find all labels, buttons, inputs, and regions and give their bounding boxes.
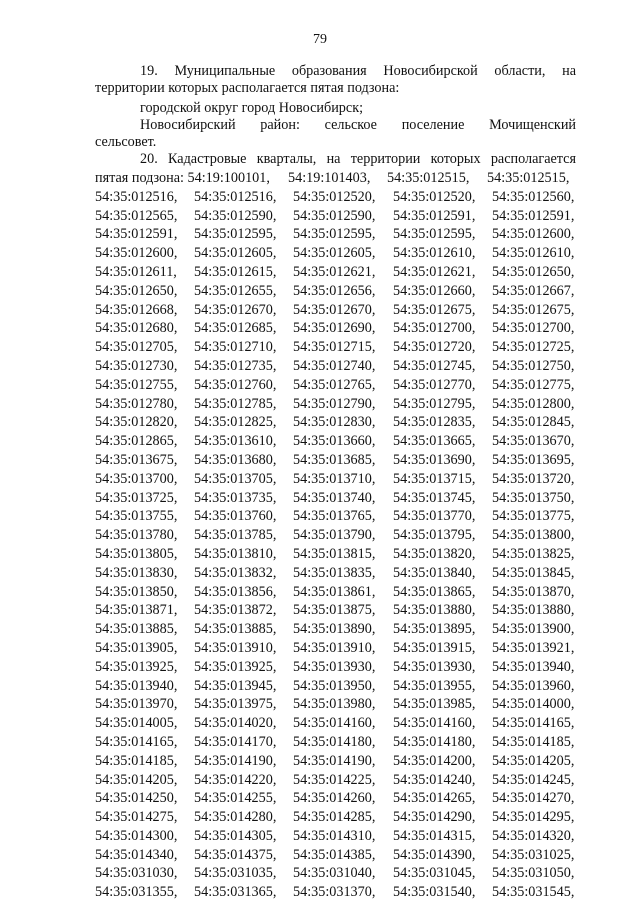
cadastral-number: 54:35:013725, bbox=[95, 489, 178, 506]
cadastral-number: 54:35:013805, bbox=[95, 545, 178, 562]
cadastral-number: 54:35:014180, bbox=[293, 733, 376, 750]
cadastral-number: 54:35:013885, bbox=[194, 621, 277, 638]
cadastral-number: 54:35:013715, bbox=[393, 470, 476, 487]
cadastral-number: 54:35:012615, bbox=[194, 263, 277, 280]
cadastral-number: 54:35:012605, bbox=[194, 245, 277, 262]
cadastral-number: 54:35:013795, bbox=[393, 527, 476, 544]
cadastral-number: 54:35:012670, bbox=[194, 301, 277, 318]
cadastral-number: 54:35:013760, bbox=[194, 508, 277, 525]
cadastral-number: 54:35:012520, bbox=[293, 188, 376, 205]
cadastral-number: 54:35:013925, bbox=[95, 658, 178, 675]
cadastral-number: 54:35:012655, bbox=[194, 282, 277, 299]
cadastral-number: 54:35:012700, bbox=[492, 320, 575, 337]
cadastral-number: 54:35:014160, bbox=[293, 715, 376, 732]
cadastral-number: 54:35:014245, bbox=[492, 771, 575, 788]
cadastral-number: 54:35:014290, bbox=[393, 809, 476, 826]
cadastral-number: 54:35:013872, bbox=[194, 602, 277, 619]
cadastral-number: пятая подзона: 54:19:100101, bbox=[95, 170, 270, 186]
cadastral-number: 54:35:014190, bbox=[194, 752, 277, 769]
cadastral-number: 54:35:014275, bbox=[95, 809, 178, 826]
cadastral-number: 54:35:012565, bbox=[95, 207, 178, 224]
cadastral-number: 54:35:012820, bbox=[95, 414, 178, 431]
cadastral-number: 54:35:014020, bbox=[194, 715, 277, 732]
cadastral-number: 54:35:013740, bbox=[293, 489, 376, 506]
cadastral-number: 54:35:012670, bbox=[293, 301, 376, 318]
cadastral-number: 54:35:014225, bbox=[293, 771, 376, 788]
cadastral-number: 54:35:013700, bbox=[95, 470, 178, 487]
cadastral-number: 54:35:014205, bbox=[492, 752, 575, 769]
cadastral-number: 54:35:014170, bbox=[194, 733, 277, 750]
cadastral-number: 54:35:014165, bbox=[492, 715, 575, 732]
cadastral-number: 54:35:013670, bbox=[492, 433, 575, 450]
cadastral-number: 54:35:012745, bbox=[393, 357, 476, 374]
cadastral-number: 54:35:013895, bbox=[393, 621, 476, 638]
cadastral-number: 54:35:013810, bbox=[194, 545, 277, 562]
cadastral-number: 54:35:013975, bbox=[194, 696, 277, 713]
cadastral-number: 54:35:013745, bbox=[393, 489, 476, 506]
cadastral-number: 54:35:013856, bbox=[194, 583, 277, 600]
cadastral-number: 54:35:014165, bbox=[95, 733, 178, 750]
cadastral-number: 54:35:014005, bbox=[95, 715, 178, 732]
cadastral-number: 54:35:031545, bbox=[492, 884, 575, 901]
cadastral-number: 54:35:012690, bbox=[293, 320, 376, 337]
cadastral-number: 54:35:031045, bbox=[393, 865, 476, 882]
cadastral-number: 54:35:014160, bbox=[393, 715, 476, 732]
cadastral-number: 54:35:031035, bbox=[194, 865, 277, 882]
cadastral-number: 54:35:014265, bbox=[393, 790, 476, 807]
cadastral-number: 54:35:012667, bbox=[492, 282, 575, 299]
cadastral-number: 54:35:012715, bbox=[293, 339, 376, 356]
cadastral-number: 54:35:014280, bbox=[194, 809, 277, 826]
cadastral-number: 54:35:014285, bbox=[293, 809, 376, 826]
cadastral-number: 54:35:013985, bbox=[393, 696, 476, 713]
cadastral-number: 54:35:012600, bbox=[492, 226, 575, 243]
cadastral-number: 54:35:012765, bbox=[293, 376, 376, 393]
cadastral-number: 54:35:012515, bbox=[387, 170, 470, 186]
cadastral-number: 54:35:012595, bbox=[293, 226, 376, 243]
cadastral-number: 54:35:013720, bbox=[492, 470, 575, 487]
cadastral-number: 54:35:013940, bbox=[492, 658, 575, 675]
cadastral-number: 54:35:014220, bbox=[194, 771, 277, 788]
cadastral-number: 54:35:014250, bbox=[95, 790, 178, 807]
cadastral-number: 54:35:013861, bbox=[293, 583, 376, 600]
cadastral-number: 54:35:013675, bbox=[95, 451, 178, 468]
item19-rural-settlement: Новосибирский район: сельское поселение Мочищенский bbox=[140, 117, 576, 133]
cadastral-quarters-list bbox=[95, 169, 580, 902]
cadastral-number: 54:35:012621, bbox=[293, 263, 376, 280]
cadastral-number: 54:35:013840, bbox=[393, 564, 476, 581]
cadastral-number: 54:35:012845, bbox=[492, 414, 575, 431]
cadastral-number: 54:35:014190, bbox=[293, 752, 376, 769]
cadastral-number: 54:35:014340, bbox=[95, 846, 178, 863]
cadastral-number: 54:35:012605, bbox=[293, 245, 376, 262]
cadastral-number: 54:35:012700, bbox=[393, 320, 476, 337]
cadastral-number: 54:35:014185, bbox=[95, 752, 178, 769]
cadastral-number: 54:35:031355, bbox=[95, 884, 178, 901]
cadastral-number: 54:35:012750, bbox=[492, 357, 575, 374]
cadastral-number: 54:35:012760, bbox=[194, 376, 277, 393]
cadastral-number: 54:35:012675, bbox=[492, 301, 575, 318]
cadastral-number: 54:35:012650, bbox=[492, 263, 575, 280]
cadastral-number: 54:35:031050, bbox=[492, 865, 575, 882]
cadastral-number: 54:35:013900, bbox=[492, 621, 575, 638]
cadastral-number: 54:35:012865, bbox=[95, 433, 178, 450]
cadastral-number: 54:35:013905, bbox=[95, 639, 178, 656]
cadastral-number: 54:35:012685, bbox=[194, 320, 277, 337]
item19-heading-continued: территории которых располагается пятая подзона: bbox=[95, 80, 400, 96]
cadastral-number: 54:35:013710, bbox=[293, 470, 376, 487]
cadastral-number: 54:35:012515, bbox=[487, 170, 570, 186]
cadastral-number: 54:35:031040, bbox=[293, 865, 376, 882]
cadastral-number: 54:35:012590, bbox=[293, 207, 376, 224]
cadastral-number: 54:35:013850, bbox=[95, 583, 178, 600]
cadastral-number: 54:35:014315, bbox=[393, 827, 476, 844]
cadastral-number: 54:35:014205, bbox=[95, 771, 178, 788]
cadastral-number: 54:35:013875, bbox=[293, 602, 376, 619]
cadastral-number: 54:35:013755, bbox=[95, 508, 178, 525]
cadastral-number: 54:35:012725, bbox=[492, 339, 575, 356]
cadastral-number: 54:35:012650, bbox=[95, 282, 178, 299]
cadastral-number: 54:35:012740, bbox=[293, 357, 376, 374]
cadastral-number: 54:35:013775, bbox=[492, 508, 575, 525]
cadastral-number: 54:35:013960, bbox=[492, 677, 575, 694]
cadastral-number: 54:35:013955, bbox=[393, 677, 476, 694]
item19-heading: 19. Муниципальные образования Новосибирской области, на bbox=[140, 63, 576, 79]
cadastral-number: 54:35:013871, bbox=[95, 602, 178, 619]
cadastral-number: 54:35:014000, bbox=[492, 696, 575, 713]
cadastral-number: 54:35:012735, bbox=[194, 357, 277, 374]
cadastral-number: 54:35:012825, bbox=[194, 414, 277, 431]
cadastral-number: 54:35:031025, bbox=[492, 846, 575, 863]
cadastral-number: 54:35:014295, bbox=[492, 809, 575, 826]
cadastral-number: 54:35:012591, bbox=[393, 207, 476, 224]
cadastral-number: 54:35:012800, bbox=[492, 395, 575, 412]
cadastral-number: 54:35:014385, bbox=[293, 846, 376, 863]
cadastral-number: 54:35:012795, bbox=[393, 395, 476, 412]
cadastral-number: 54:35:012720, bbox=[393, 339, 476, 356]
cadastral-number: 54:35:013610, bbox=[194, 433, 277, 450]
cadastral-number: 54:35:012775, bbox=[492, 376, 575, 393]
cadastral-number: 54:35:013690, bbox=[393, 451, 476, 468]
cadastral-number: 54:35:013770, bbox=[393, 508, 476, 525]
cadastral-number: 54:35:012675, bbox=[393, 301, 476, 318]
cadastral-number: 54:35:014180, bbox=[393, 733, 476, 750]
cadastral-number: 54:35:013685, bbox=[293, 451, 376, 468]
page-number: 79 bbox=[313, 32, 327, 47]
cadastral-number: 54:35:013921, bbox=[492, 639, 575, 656]
cadastral-number: 54:35:012591, bbox=[95, 226, 178, 243]
cadastral-number: 54:35:013915, bbox=[393, 639, 476, 656]
cadastral-number: 54:35:013825, bbox=[492, 545, 575, 562]
cadastral-number: 54:35:013780, bbox=[95, 527, 178, 544]
cadastral-number: 54:35:031365, bbox=[194, 884, 277, 901]
cadastral-number: 54:35:012590, bbox=[194, 207, 277, 224]
cadastral-number: 54:35:013880, bbox=[393, 602, 476, 619]
cadastral-number: 54:35:014310, bbox=[293, 827, 376, 844]
cadastral-number: 54:35:013680, bbox=[194, 451, 277, 468]
cadastral-number: 54:35:012656, bbox=[293, 282, 376, 299]
cadastral-number: 54:35:012730, bbox=[95, 357, 178, 374]
cadastral-number: 54:35:012610, bbox=[492, 245, 575, 262]
cadastral-number: 54:35:013845, bbox=[492, 564, 575, 581]
cadastral-number: 54:35:013735, bbox=[194, 489, 277, 506]
cadastral-number: 54:35:013950, bbox=[293, 677, 376, 694]
cadastral-number: 54:35:013870, bbox=[492, 583, 575, 600]
cadastral-number: 54:35:013885, bbox=[95, 621, 178, 638]
cadastral-number: 54:35:013820, bbox=[393, 545, 476, 562]
cadastral-number: 54:35:012680, bbox=[95, 320, 178, 337]
cadastral-number: 54:35:013925, bbox=[194, 658, 277, 675]
item20-heading: 20. Кадастровые кварталы, на территории которых располагается bbox=[140, 151, 576, 167]
item19-city-district: городской округ город Новосибирск; bbox=[140, 100, 364, 116]
cadastral-number: 54:35:014260, bbox=[293, 790, 376, 807]
cadastral-number: 54:35:031540, bbox=[393, 884, 476, 901]
cadastral-number: 54:35:013835, bbox=[293, 564, 376, 581]
cadastral-number: 54:35:013945, bbox=[194, 677, 277, 694]
cadastral-number: 54:35:013910, bbox=[194, 639, 277, 656]
cadastral-number: 54:35:014200, bbox=[393, 752, 476, 769]
cadastral-number: 54:35:013980, bbox=[293, 696, 376, 713]
cadastral-number: 54:35:012830, bbox=[293, 414, 376, 431]
cadastral-number: 54:35:012610, bbox=[393, 245, 476, 262]
cadastral-number: 54:35:013790, bbox=[293, 527, 376, 544]
cadastral-number: 54:35:013660, bbox=[293, 433, 376, 450]
cadastral-number: 54:35:012520, bbox=[393, 188, 476, 205]
cadastral-number: 54:35:014320, bbox=[492, 827, 575, 844]
cadastral-number: 54:35:013815, bbox=[293, 545, 376, 562]
cadastral-number: 54:35:013865, bbox=[393, 583, 476, 600]
cadastral-number: 54:35:012710, bbox=[194, 339, 277, 356]
cadastral-number: 54:35:012516, bbox=[95, 188, 178, 205]
cadastral-number: 54:35:013832, bbox=[194, 564, 277, 581]
cadastral-number: 54:35:014255, bbox=[194, 790, 277, 807]
cadastral-number: 54:35:013940, bbox=[95, 677, 178, 694]
cadastral-number: 54:35:012611, bbox=[95, 263, 177, 280]
cadastral-number: 54:35:012785, bbox=[194, 395, 277, 412]
cadastral-number: 54:35:013750, bbox=[492, 489, 575, 506]
cadastral-number: 54:35:012705, bbox=[95, 339, 178, 356]
cadastral-number: 54:35:012755, bbox=[95, 376, 178, 393]
cadastral-number: 54:35:013765, bbox=[293, 508, 376, 525]
cadastral-number: 54:35:012790, bbox=[293, 395, 376, 412]
cadastral-number: 54:35:013785, bbox=[194, 527, 277, 544]
cadastral-number: 54:35:014390, bbox=[393, 846, 476, 863]
cadastral-number: 54:35:012516, bbox=[194, 188, 277, 205]
item19-rural-settlement-continued: сельсовет. bbox=[95, 134, 157, 150]
cadastral-number: 54:35:013970, bbox=[95, 696, 178, 713]
cadastral-number: 54:35:013665, bbox=[393, 433, 476, 450]
cadastral-number: 54:35:012600, bbox=[95, 245, 178, 262]
cadastral-number: 54:35:012560, bbox=[492, 188, 575, 205]
cadastral-number: 54:35:012668, bbox=[95, 301, 178, 318]
cadastral-number: 54:35:013800, bbox=[492, 527, 575, 544]
cadastral-number: 54:35:014270, bbox=[492, 790, 575, 807]
cadastral-number: 54:35:013830, bbox=[95, 564, 178, 581]
cadastral-number: 54:35:014375, bbox=[194, 846, 277, 863]
cadastral-number: 54:35:013930, bbox=[293, 658, 376, 675]
cadastral-number: 54:35:014240, bbox=[393, 771, 476, 788]
cadastral-number: 54:35:013880, bbox=[492, 602, 575, 619]
cadastral-first-row bbox=[95, 169, 580, 188]
cadastral-number: 54:35:014185, bbox=[492, 733, 575, 750]
cadastral-number: 54:35:031030, bbox=[95, 865, 178, 882]
cadastral-number: 54:35:013910, bbox=[293, 639, 376, 656]
cadastral-number: 54:35:014305, bbox=[194, 827, 277, 844]
cadastral-number: 54:35:014300, bbox=[95, 827, 178, 844]
cadastral-number: 54:35:031370, bbox=[293, 884, 376, 901]
cadastral-number: 54:35:012595, bbox=[393, 226, 476, 243]
cadastral-number: 54:35:013705, bbox=[194, 470, 277, 487]
cadastral-number: 54:35:012770, bbox=[393, 376, 476, 393]
cadastral-number: 54:35:012780, bbox=[95, 395, 178, 412]
cadastral-number: 54:35:012591, bbox=[492, 207, 575, 224]
cadastral-number: 54:35:012595, bbox=[194, 226, 277, 243]
cadastral-number: 54:19:101403, bbox=[288, 170, 371, 186]
cadastral-number: 54:35:012621, bbox=[393, 263, 476, 280]
cadastral-number: 54:35:012835, bbox=[393, 414, 476, 431]
cadastral-number: 54:35:013890, bbox=[293, 621, 376, 638]
cadastral-number: 54:35:013695, bbox=[492, 451, 575, 468]
cadastral-number: 54:35:012660, bbox=[393, 282, 476, 299]
cadastral-number: 54:35:013930, bbox=[393, 658, 476, 675]
